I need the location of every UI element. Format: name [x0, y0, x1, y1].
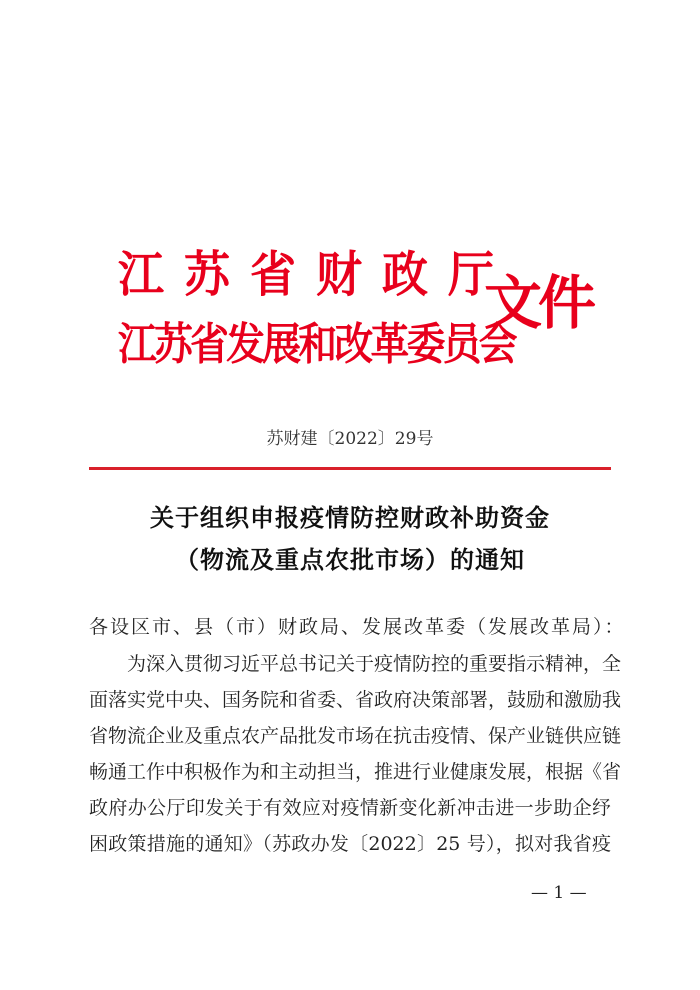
body-line: 为深入贯彻习近平总书记关于疫情防控的重要指示精神，全: [127, 653, 622, 675]
issuer-finance-department: 江苏省财政厅: [118, 245, 514, 303]
red-divider-line: [89, 467, 611, 470]
body-paragraph: [89, 646, 622, 862]
addressee: 各设区市、县（市）财政局、发展改革委（发展改革局）：: [89, 616, 626, 638]
title-line-2: （物流及重点农批市场）的通知: [175, 545, 525, 574]
title-line-1: 关于组织申报疫情防控财政补助资金: [150, 503, 550, 532]
issuer-development-reform-commission: 江苏省发展和改革委员会: [118, 319, 515, 370]
document-type-label: 文件: [484, 269, 593, 337]
body-line: 畅通工作中积极作为和主动担当，推进行业健康发展，根据《省: [89, 761, 622, 783]
document-number: 苏财建〔2022〕29号: [266, 429, 434, 449]
page-number: — 1 —: [531, 883, 587, 903]
body-line: 省物流企业及重点农产品批发市场在抗击疫情、保产业链供应链: [89, 725, 622, 747]
body-line: 困政策措施的通知》（苏政办发〔2022〕25 号），拟对我省疫: [89, 833, 611, 855]
body-line: 政府办公厅印发关于有效应对疫情新变化新冲击进一步助企纾: [89, 797, 611, 819]
body-line: 面落实党中央、国务院和省委、省政府决策部署，鼓励和激励我: [89, 689, 622, 711]
